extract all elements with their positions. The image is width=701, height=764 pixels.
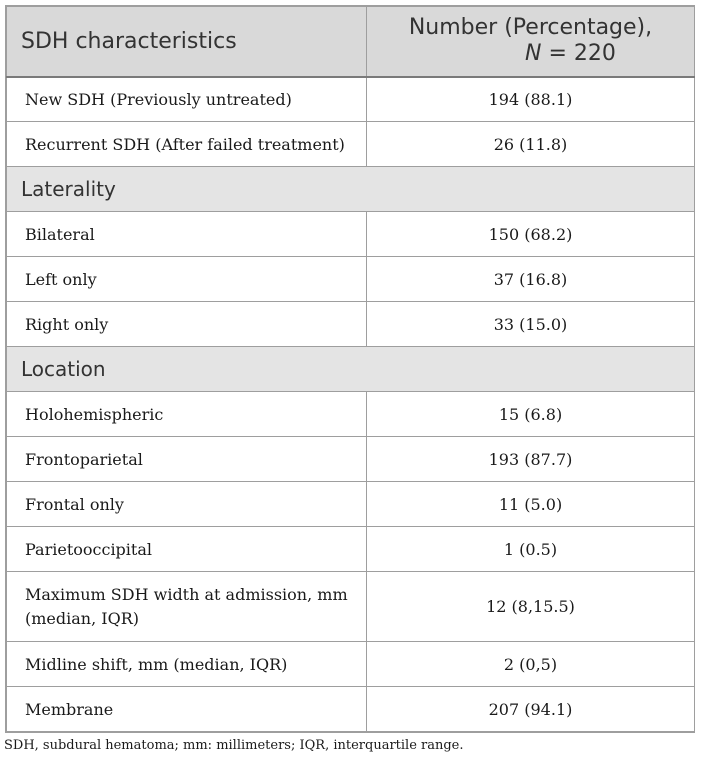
table-row xyxy=(7,642,695,687)
table-row xyxy=(7,122,695,167)
section-row-location xyxy=(7,347,695,392)
row-value: 150 (68.2) xyxy=(367,212,695,257)
header-number-percentage xyxy=(367,7,695,77)
table-row xyxy=(7,77,695,122)
table-row xyxy=(7,212,695,257)
row-value: 33 (15.0) xyxy=(367,302,695,347)
table-row xyxy=(7,257,695,302)
row-label: Left only xyxy=(7,257,367,302)
section-row-laterality xyxy=(7,167,695,212)
row-label: Recurrent SDH (After failed treatment) xyxy=(7,122,367,167)
table-row xyxy=(7,437,695,482)
header-n-total xyxy=(379,41,682,67)
header-row xyxy=(7,7,695,77)
row-label: Maximum SDH width at admission, mm (median, IQR) xyxy=(7,572,367,642)
row-value: 2 (0,5) xyxy=(367,642,695,687)
row-value: 194 (88.1) xyxy=(367,77,695,122)
row-label: Bilateral xyxy=(7,212,367,257)
row-label: Membrane xyxy=(7,687,367,732)
table-row xyxy=(7,527,695,572)
sdh-characteristics-table xyxy=(5,5,695,733)
row-value: 207 (94.1) xyxy=(367,687,695,732)
table-row xyxy=(7,572,695,642)
section-label: Location xyxy=(7,347,695,392)
row-value: 37 (16.8) xyxy=(367,257,695,302)
row-label: Parietooccipital xyxy=(7,527,367,572)
row-label: New SDH (Previously untreated) xyxy=(7,77,367,122)
row-label: Frontal only xyxy=(7,482,367,527)
table-row xyxy=(7,392,695,437)
row-value: 11 (5.0) xyxy=(367,482,695,527)
table-row xyxy=(7,687,695,732)
row-value: 12 (8,15.5) xyxy=(367,572,695,642)
section-label: Laterality xyxy=(7,167,695,212)
row-label: Frontoparietal xyxy=(7,437,367,482)
table-footnote: SDH, subdural hematoma; mm: millimeters; IQR, interquartile range. xyxy=(4,738,464,753)
row-label: Midline shift, mm (median, IQR) xyxy=(7,642,367,687)
row-value: 193 (87.7) xyxy=(367,437,695,482)
header-number-label: Number (Percentage), xyxy=(408,15,653,41)
row-value: 26 (11.8) xyxy=(367,122,695,167)
row-label: Holohemispheric xyxy=(7,392,367,437)
data-table xyxy=(6,6,695,732)
table-row xyxy=(7,302,695,347)
row-value: 15 (6.8) xyxy=(367,392,695,437)
table-row xyxy=(7,482,695,527)
header-n-symbol: N xyxy=(525,41,542,67)
header-characteristics: SDH characteristics xyxy=(7,7,367,77)
header-n-value: = 220 xyxy=(541,41,616,67)
row-label: Right only xyxy=(7,302,367,347)
row-value: 1 (0.5) xyxy=(367,527,695,572)
